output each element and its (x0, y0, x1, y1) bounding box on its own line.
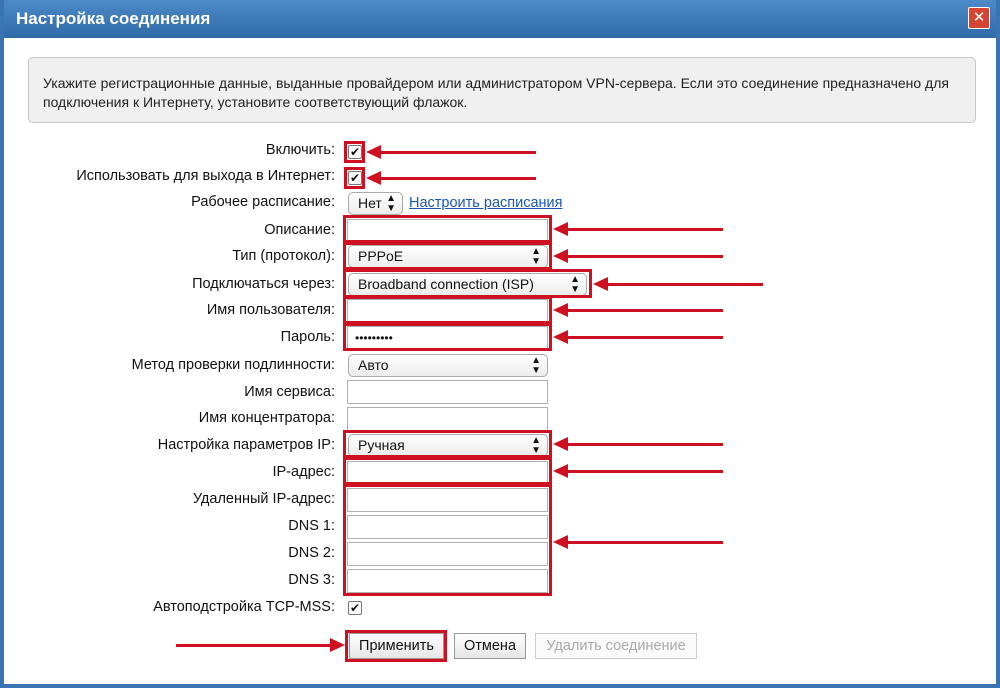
apply-button[interactable]: Применить (349, 633, 444, 659)
ip-settings-label: Настройка параметров IP: (157, 437, 335, 453)
ip-settings-select[interactable] (348, 434, 548, 457)
schedule-value: Нет (358, 195, 382, 211)
enable-label: Включить: (265, 142, 335, 158)
updown-arrows-icon: ▲ ▼ (386, 192, 396, 214)
dns2-input[interactable] (347, 542, 548, 566)
dns1-label: DNS 1: (288, 518, 335, 534)
internet-checkbox[interactable]: ✔ (349, 171, 361, 185)
tcp-mss-checkbox[interactable]: ✔ (349, 601, 361, 615)
ip-address-label: IP-адрес: (272, 464, 335, 480)
auth-method-value: Авто (358, 357, 389, 373)
connect-via-label: Подключаться через: (192, 276, 335, 292)
updown-arrows-icon: ▲ ▼ (531, 245, 541, 267)
description-input[interactable] (347, 219, 548, 243)
close-icon[interactable]: ✕ (968, 7, 990, 29)
protocol-select[interactable] (348, 245, 548, 268)
dns3-label: DNS 3: (288, 572, 335, 588)
remote-ip-input[interactable] (347, 488, 548, 512)
protocol-label: Тип (протокол): (232, 248, 335, 264)
delete-connection-button[interactable]: Удалить соединение (535, 633, 697, 659)
schedule-label: Рабочее расписание: (191, 194, 335, 210)
dns1-input[interactable] (347, 515, 548, 539)
info-message: Укажите регистрационные данные, выданные провайдером или администратором VPN-сервера. Если это соединение предназначено для подключения к Интернету, установите соответствующий флажок. (28, 57, 976, 123)
schedule-select[interactable] (348, 192, 403, 215)
password-label: Пароль: (280, 329, 335, 345)
ip-settings-value: Ручная (358, 437, 405, 453)
auth-method-label: Метод проверки подлинности: (131, 357, 335, 373)
internet-label: Использовать для выхода в Интернет: (76, 168, 335, 184)
protocol-value: PPPoE (358, 248, 404, 264)
tcp-mss-label: Автоподстройка TCP-MSS: (153, 599, 335, 615)
ip-address-input[interactable] (347, 461, 548, 485)
service-name-input[interactable] (347, 380, 548, 404)
dns2-label: DNS 2: (288, 545, 335, 561)
title-bar (4, 0, 996, 38)
description-label: Описание: (264, 222, 335, 238)
enable-checkbox[interactable]: ✔ (349, 145, 361, 159)
connect-via-select[interactable] (348, 273, 587, 296)
dialog-title: Настройка соединения (16, 9, 211, 28)
updown-arrows-icon: ▲ ▼ (570, 273, 580, 295)
username-label: Имя пользователя: (206, 302, 335, 318)
username-input[interactable] (347, 299, 548, 323)
cancel-button[interactable]: Отмена (454, 633, 526, 659)
auth-method-select[interactable] (348, 354, 548, 377)
configure-schedules-link[interactable]: Настроить расписания (409, 195, 563, 211)
password-input[interactable]: ••••••••• (347, 326, 548, 350)
dns3-input[interactable] (347, 569, 548, 593)
updown-arrows-icon: ▲ ▼ (531, 434, 541, 456)
concentrator-label: Имя концентратора: (198, 410, 335, 426)
connect-via-value: Broadband connection (ISP) (358, 276, 534, 292)
updown-arrows-icon: ▲ ▼ (531, 354, 541, 376)
service-name-label: Имя сервиса: (244, 384, 335, 400)
concentrator-input[interactable] (347, 407, 548, 431)
remote-ip-label: Удаленный IP-адрес: (192, 491, 335, 507)
